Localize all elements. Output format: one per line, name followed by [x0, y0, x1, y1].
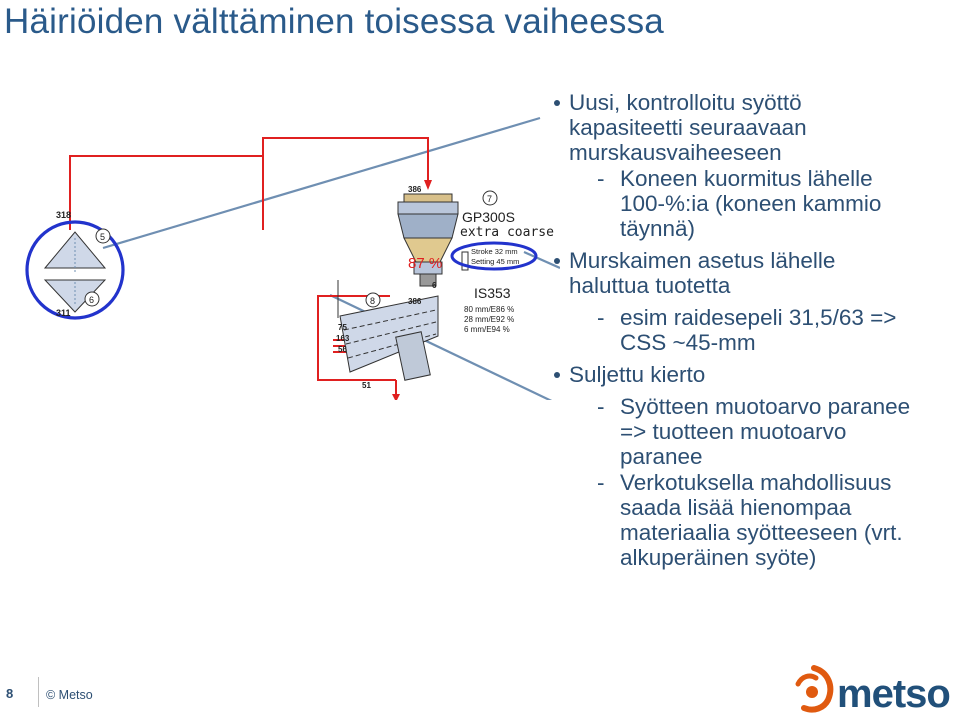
flow-label-318: 318: [56, 210, 72, 220]
flow-label-51: 51: [362, 381, 371, 390]
metso-logo-icon: [792, 664, 836, 714]
sub-bullet-item: [552, 470, 957, 570]
sub-bullet-item: [552, 166, 957, 241]
bullet-line: kapasiteetti seuraavaan: [569, 115, 807, 140]
bullet-line: - esim raidesepeli 31,5/63 =>: [620, 305, 897, 330]
bullet-line: Murskaimen asetus lähelle: [569, 248, 836, 273]
cone-crusher: [398, 194, 458, 286]
bullet-line: => tuotteen muotoarvo: [620, 419, 847, 444]
flow-label-75: 75: [338, 323, 347, 332]
bullet-line: Uusi, kontrolloitu syöttö: [569, 90, 802, 115]
flow-label-386-bottom: 386: [408, 297, 422, 306]
node-label-5: 5: [100, 232, 106, 242]
bullet-item: [552, 362, 957, 387]
deck-1-spec: 80 mm/E86 %: [464, 305, 515, 314]
flow-label-56: 56: [338, 345, 347, 354]
sub-bullet-item: [552, 305, 957, 355]
bullet-line: 100-%:ia (koneen kammio: [620, 191, 882, 216]
chamber-type: extra coarse: [460, 225, 554, 240]
setting-value: Setting 45 mm: [471, 257, 520, 266]
flow-label-386-top: 386: [408, 185, 422, 194]
flow-label-163: 163: [336, 334, 350, 343]
deck-3-spec: 6 mm/E94 %: [464, 325, 510, 334]
footer-divider: [38, 677, 39, 707]
bullet-list: [552, 90, 957, 570]
node-label-7: 7: [487, 194, 493, 204]
bullet-line: murskausvaiheeseen: [569, 140, 782, 165]
stroke-value: Stroke 32 mm: [471, 247, 518, 256]
pointer-line-setting: [524, 252, 560, 268]
bullet-line: täynnä): [620, 216, 696, 241]
flow-label-6: 6: [432, 281, 437, 290]
node-label-6: 6: [89, 295, 95, 305]
bullet-line: alkuperäinen syöte): [620, 545, 817, 570]
load-percent: 87 %: [408, 255, 443, 272]
bullet-line: paranee: [620, 444, 703, 469]
bullet-line: - Koneen kuormitus lähelle: [620, 166, 873, 191]
bullet-line: CSS ~45-mm: [620, 330, 756, 355]
page-number: 8: [6, 686, 14, 701]
slide-title: Häiriöiden välttäminen toisessa vaiheessa: [4, 2, 664, 41]
deck-2-spec: 28 mm/E92 %: [464, 315, 515, 324]
node-label-8: 8: [370, 296, 376, 306]
bullet-item: [552, 90, 957, 165]
bullet-line: - Syötteen muotoarvo paranee: [620, 394, 911, 419]
process-flow-diagram: [0, 60, 560, 400]
metso-logo-text: metso: [837, 672, 950, 716]
flow-arrow: [392, 394, 400, 400]
footer-copyright: © Metso: [46, 688, 93, 702]
bullet-line: haluttua tuotetta: [569, 273, 731, 298]
flow-arrow: [424, 180, 432, 190]
flow-label-311: 311: [56, 308, 71, 318]
bullet-line: saada lisää hienompaa: [620, 495, 852, 520]
bullet-line: materiaalia syötteeseen (vrt.: [620, 520, 903, 545]
sub-bullet-item: [552, 394, 957, 469]
bullet-item: [552, 248, 957, 298]
crusher-model: GP300S: [462, 209, 515, 225]
bullet-line: Suljettu kierto: [569, 362, 706, 387]
bullet-line: - Verkotuksella mahdollisuus: [620, 470, 892, 495]
screen-model: IS353: [474, 285, 511, 301]
